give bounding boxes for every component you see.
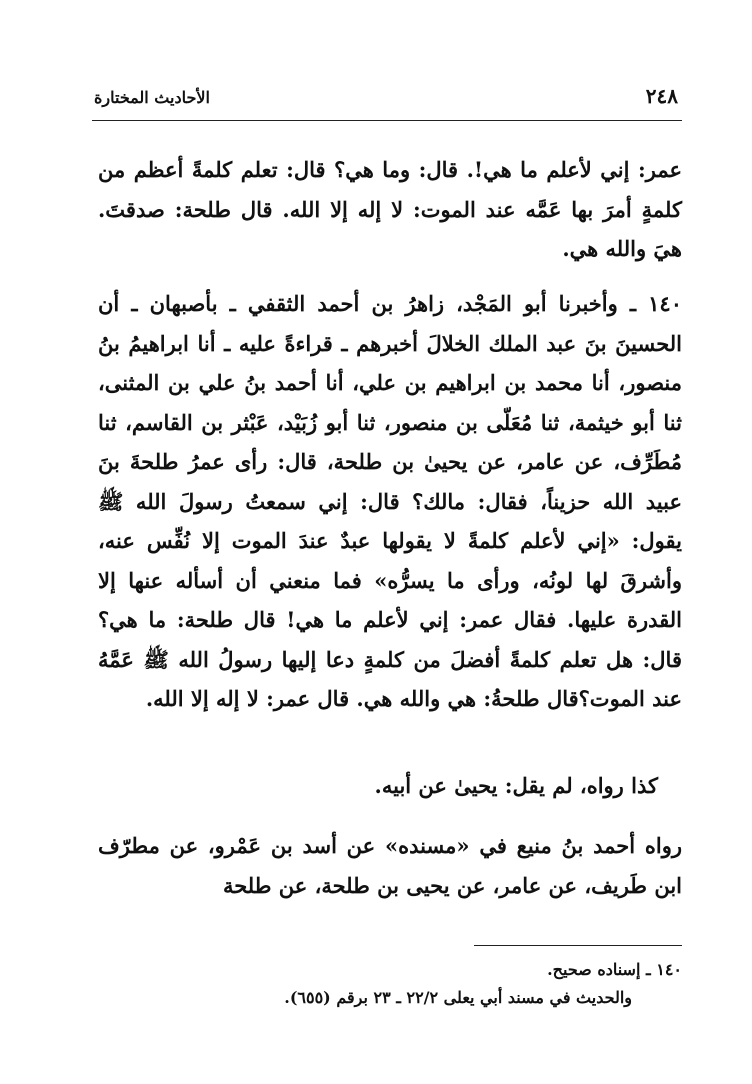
paragraph-text: ١٤٠ ـ وأخبرنا أبو المَجْد، زاهرُ بن أحمد الثقفي ـ بأصبهان ـ أن الحسينَ بنَ عبد الملك الخلالَ أخبرهم ـ قراءةً عليه ـ أنا ابراهيمُ بنُ منصور، أنا محمد بن ابراهيم بن علي، أنا أحمد بنُ علي بن المثنى، ثنا أبو خيثمة، ثنا مُعَلّى بن منصور، ثنا أبو زُبَيْد، عَبْثر بن القاسم، ثنا مُطَرِّف، عن عامر، عن يحيىٰ بن طلحة، قال: رأى عمرُ طلحةَ بنَ عبيد الله حزيناً، فقال: مالك؟ قال: إني سمعتُ رسولَ الله ﷺ يقول: «إني لأعلم كلمةً لا يقولها عبدٌ عندَ الموت إلا نُفِّس عنه، وأشرقَ لها لونُه، ورأى ما يسرُّه» فما منعني أن أسأله عنها إلا القدرة عليها. فقال عمر: إني لأعلم ما هي! قال طلحة: ما هي؟ قال: هل تعلم كلمةً أفضلَ من كلمةٍ دعا إليها رسولُ الله ﷺ عَمَّهُ عند الموت؟قال طلحةُ: هي والله هي. قال عمر: لا إله إلا الله. xyxy=(98,291,682,711)
paragraph-continuation xyxy=(98,150,682,269)
footnote-divider xyxy=(474,945,682,946)
narration-note xyxy=(98,766,682,806)
paragraph-text: رواه أحمد بنُ منيع في «مسنده» عن أسد بن عَمْرو، عن مطرّف ابن طَريف، عن عامر، عن يحيى بن طلحة، عن طلحة xyxy=(98,833,682,898)
footnotes xyxy=(120,956,682,1012)
footnote-2: والحديث في مسند أبي يعلى ٢٢/٢ ـ ٢٣ برقم (٦٥٥). xyxy=(284,988,632,1007)
paragraph-text: كذا رواه، لم يقل: يحيىٰ عن أبيه. xyxy=(374,773,658,798)
paragraph-text: عمر: إني لأعلم ما هي!. قال: وما هي؟ قال: تعلم كلمةً أعظم من كلمةٍ أمرَ بها عَمَّه عند الموت: لا إله إلا الله. قال طلحة: صدقتَ. هيَ والله هي. xyxy=(98,157,682,261)
ahmad-narration-paragraph xyxy=(98,826,682,905)
page-header xyxy=(92,84,682,121)
footnote-1: ١٤٠ ـ إسناده صحيح. xyxy=(547,960,682,979)
page-number: ٢٤٨ xyxy=(645,84,678,108)
hadith-140-paragraph xyxy=(98,284,682,719)
running-title: الأحاديث المختارة xyxy=(94,88,210,107)
